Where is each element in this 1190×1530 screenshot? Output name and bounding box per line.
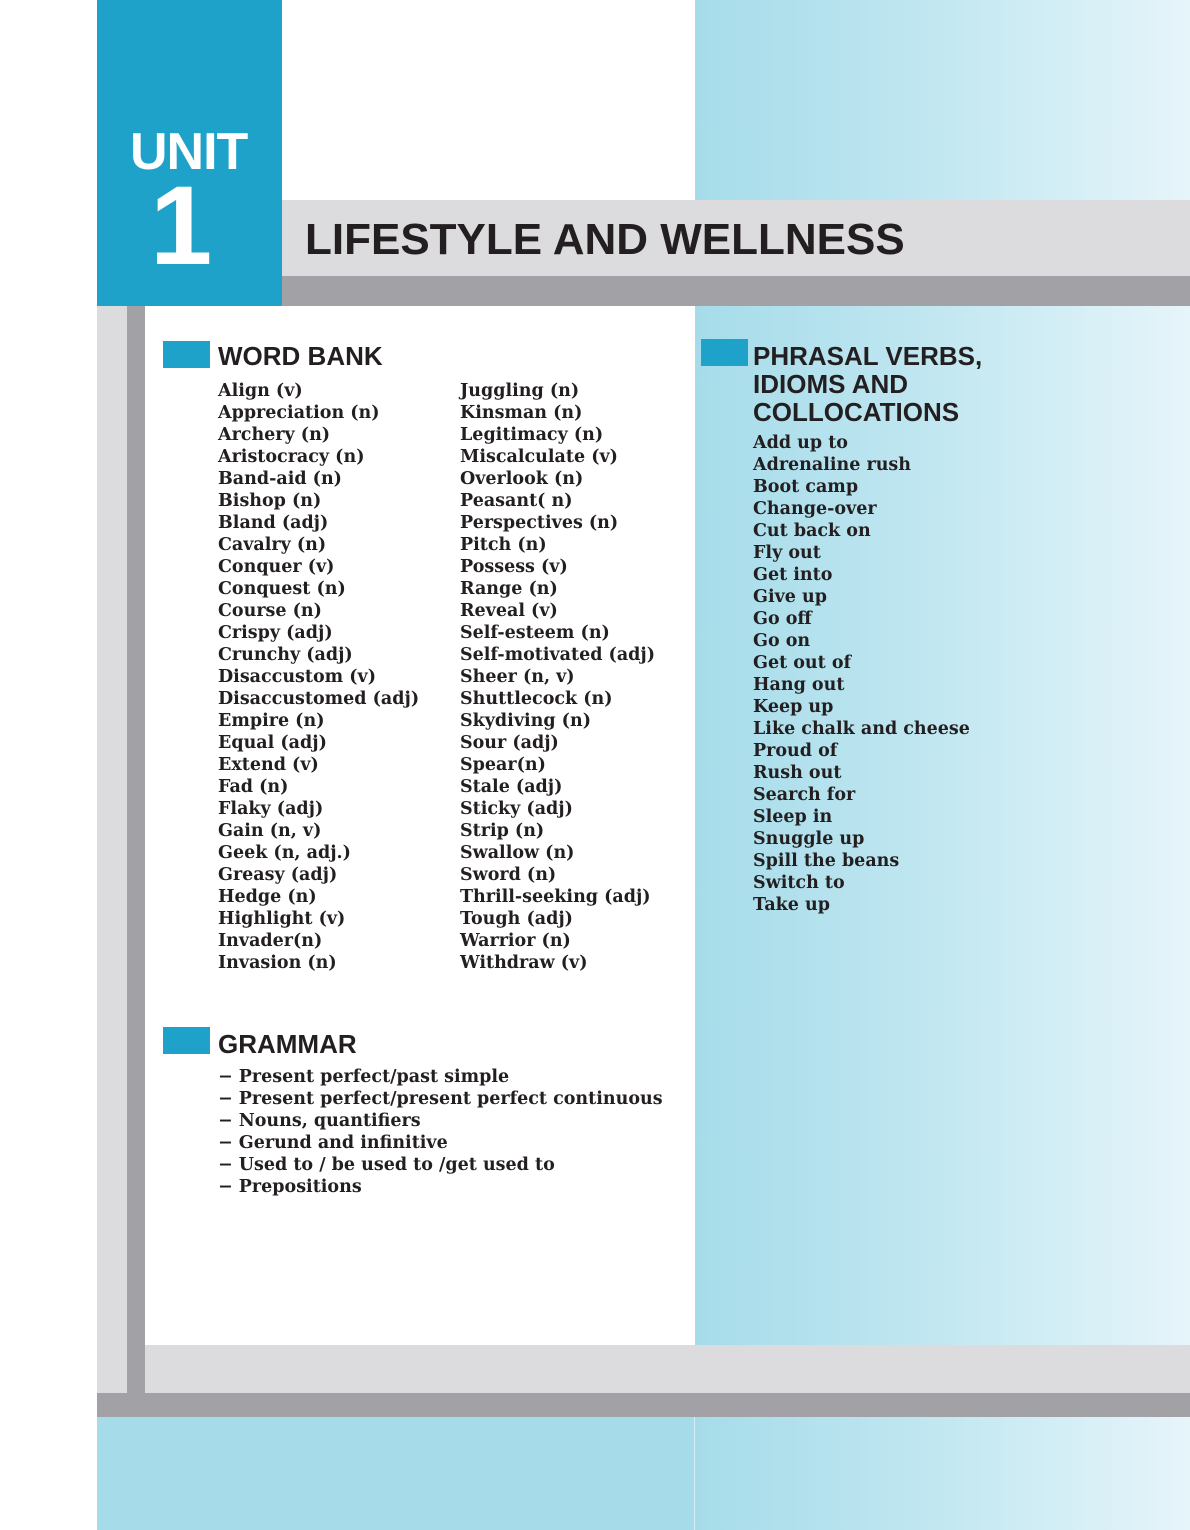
word-bank-item: Juggling (n): [460, 381, 580, 401]
word-bank-item: Perspectives (n): [460, 513, 619, 533]
phrasal-heading-line: PHRASAL VERBS,: [753, 341, 983, 371]
word-bank-item: Withdraw (v): [460, 953, 588, 973]
phrasal-item: Keep up: [753, 697, 834, 717]
word-bank-item: Crispy (adj): [218, 623, 333, 643]
word-bank-item: Disaccustom (v): [218, 667, 376, 687]
word-bank-item: Stale (adj): [460, 777, 563, 797]
word-bank-item: Geek (n, adj.): [218, 843, 351, 863]
word-bank-item: Greasy (adj): [218, 865, 338, 885]
word-bank-item: Course (n): [218, 601, 322, 621]
left-frame-bar: [97, 306, 127, 1393]
word-bank-item: Legitimacy (n): [460, 425, 604, 445]
word-bank-item: Bishop (n): [218, 491, 322, 511]
word-bank-item: Extend (v): [218, 755, 319, 775]
bottom-frame-bar-dark: [97, 1393, 1190, 1417]
phrasal-item: Search for: [753, 785, 856, 805]
word-bank-item: Fad (n): [218, 777, 289, 797]
word-bank-item: Align (v): [218, 381, 303, 401]
word-bank-item: Equal (adj): [218, 733, 327, 753]
phrasal-item: Rush out: [753, 763, 842, 783]
word-bank-item: Overlook (n): [460, 469, 584, 489]
grammar-heading: GRAMMAR: [218, 1029, 357, 1059]
phrasal-item: Get out of: [753, 653, 852, 673]
word-bank-item: Flaky (adj): [218, 799, 324, 819]
phrasal-item: Take up: [753, 895, 830, 915]
word-bank-item: Thrill-seeking (adj): [460, 887, 651, 907]
word-bank-item: Aristocracy (n): [218, 447, 365, 467]
phrasal-item: Boot camp: [753, 477, 859, 497]
grammar-item: − Prepositions: [218, 1176, 663, 1198]
grammar-item: − Present perfect/present perfect continuous: [218, 1088, 663, 1110]
phrasal-list: [753, 432, 970, 916]
phrasal-item: Sleep in: [753, 807, 833, 827]
phrasal-item: Cut back on: [753, 521, 871, 541]
bottom-strip-right: [695, 1417, 1190, 1530]
unit-label: UNIT: [130, 123, 248, 181]
word-bank-item: Empire (n): [218, 711, 325, 731]
word-bank-item: Invasion (n): [218, 953, 337, 973]
word-bank-item: Strip (n): [460, 821, 545, 841]
word-bank-item: Reveal (v): [460, 601, 558, 621]
left-frame-bar-dark: [127, 306, 145, 1393]
word-bank-item: Highlight (v): [218, 909, 346, 929]
word-bank-heading: WORD BANK: [218, 341, 383, 371]
word-bank-item: Cavalry (n): [218, 535, 327, 555]
phrasal-item: Fly out: [753, 543, 821, 563]
word-bank-item: Conquer (v): [218, 557, 335, 577]
word-bank-item: Self-motivated (adj): [460, 645, 656, 665]
phrasal-heading-line: IDIOMS AND: [753, 369, 909, 399]
unit-number: 1: [150, 163, 213, 288]
word-bank-item: Range (n): [460, 579, 558, 599]
phrasal-item: Add up to: [753, 433, 848, 453]
word-bank-item: Kinsman (n): [460, 403, 583, 423]
phrasal-item: Adrenaline rush: [753, 455, 911, 475]
bottom-divider: [694, 1417, 695, 1530]
word-bank-item: Hedge (n): [218, 887, 317, 907]
word-bank-item: Pitch (n): [460, 535, 547, 555]
word-bank-item: Miscalculate (v): [460, 447, 618, 467]
page-title: LIFESTYLE AND WELLNESS: [305, 215, 905, 264]
grammar-item: − Used to / be used to /get used to: [218, 1154, 663, 1176]
phrasal-item: Give up: [753, 587, 827, 607]
word-bank-column-1: [218, 380, 419, 974]
word-bank-item: Archery (n): [218, 425, 331, 445]
word-bank-item: Conquest (n): [218, 579, 346, 599]
word-bank-item: Sheer (n, v): [460, 667, 575, 687]
word-bank-item: Spear(n): [460, 755, 546, 775]
word-bank-item: Shuttlecock (n): [460, 689, 613, 709]
phrasal-item: Get into: [753, 565, 833, 585]
phrasal-item: Proud of: [753, 741, 838, 761]
grammar-item: − Gerund and infinitive: [218, 1132, 663, 1154]
word-bank-item: Sticky (adj): [460, 799, 573, 819]
word-bank-column-2: [460, 380, 655, 974]
phrasal-heading: [753, 342, 982, 426]
phrasal-item: Like chalk and cheese: [753, 719, 970, 739]
word-bank-item: Crunchy (adj): [218, 645, 353, 665]
word-bank-item: Bland (adj): [218, 513, 329, 533]
grammar-marker: [163, 1027, 210, 1054]
grammar-item: − Present perfect/past simple: [218, 1066, 663, 1088]
word-bank-item: Tough (adj): [460, 909, 573, 929]
phrasal-item: Go on: [753, 631, 811, 651]
phrasal-item: Spill the beans: [753, 851, 900, 871]
phrasal-item: Switch to: [753, 873, 845, 893]
word-bank-item: Warrior (n): [460, 931, 571, 951]
word-bank-marker: [163, 341, 210, 368]
phrasal-item: Snuggle up: [753, 829, 865, 849]
word-bank-item: Disaccustomed (adj): [218, 689, 420, 709]
grammar-list: [218, 1066, 663, 1198]
word-bank-item: Gain (n, v): [218, 821, 322, 841]
word-bank-item: Sour (adj): [460, 733, 559, 753]
phrasal-heading-line: COLLOCATIONS: [753, 397, 960, 427]
phrasal-item: Go off: [753, 609, 812, 629]
word-bank-item: Appreciation (n): [218, 403, 380, 423]
word-bank-item: Swallow (n): [460, 843, 575, 863]
word-bank-item: Peasant( n): [460, 491, 573, 511]
word-bank-item: Invader(n): [218, 931, 323, 951]
phrasal-marker: [701, 339, 748, 366]
title-bar-shadow: [282, 276, 1190, 306]
word-bank-item: Band-aid (n): [218, 469, 342, 489]
word-bank-item: Self-esteem (n): [460, 623, 610, 643]
phrasal-item: Change-over: [753, 499, 877, 519]
bottom-strip-left: [97, 1417, 695, 1530]
phrasal-item: Hang out: [753, 675, 845, 695]
word-bank-item: Sword (n): [460, 865, 557, 885]
grammar-item: − Nouns, quantifiers: [218, 1110, 663, 1132]
bottom-frame-bar: [145, 1345, 1190, 1393]
word-bank-item: Skydiving (n): [460, 711, 591, 731]
word-bank-item: Possess (v): [460, 557, 568, 577]
